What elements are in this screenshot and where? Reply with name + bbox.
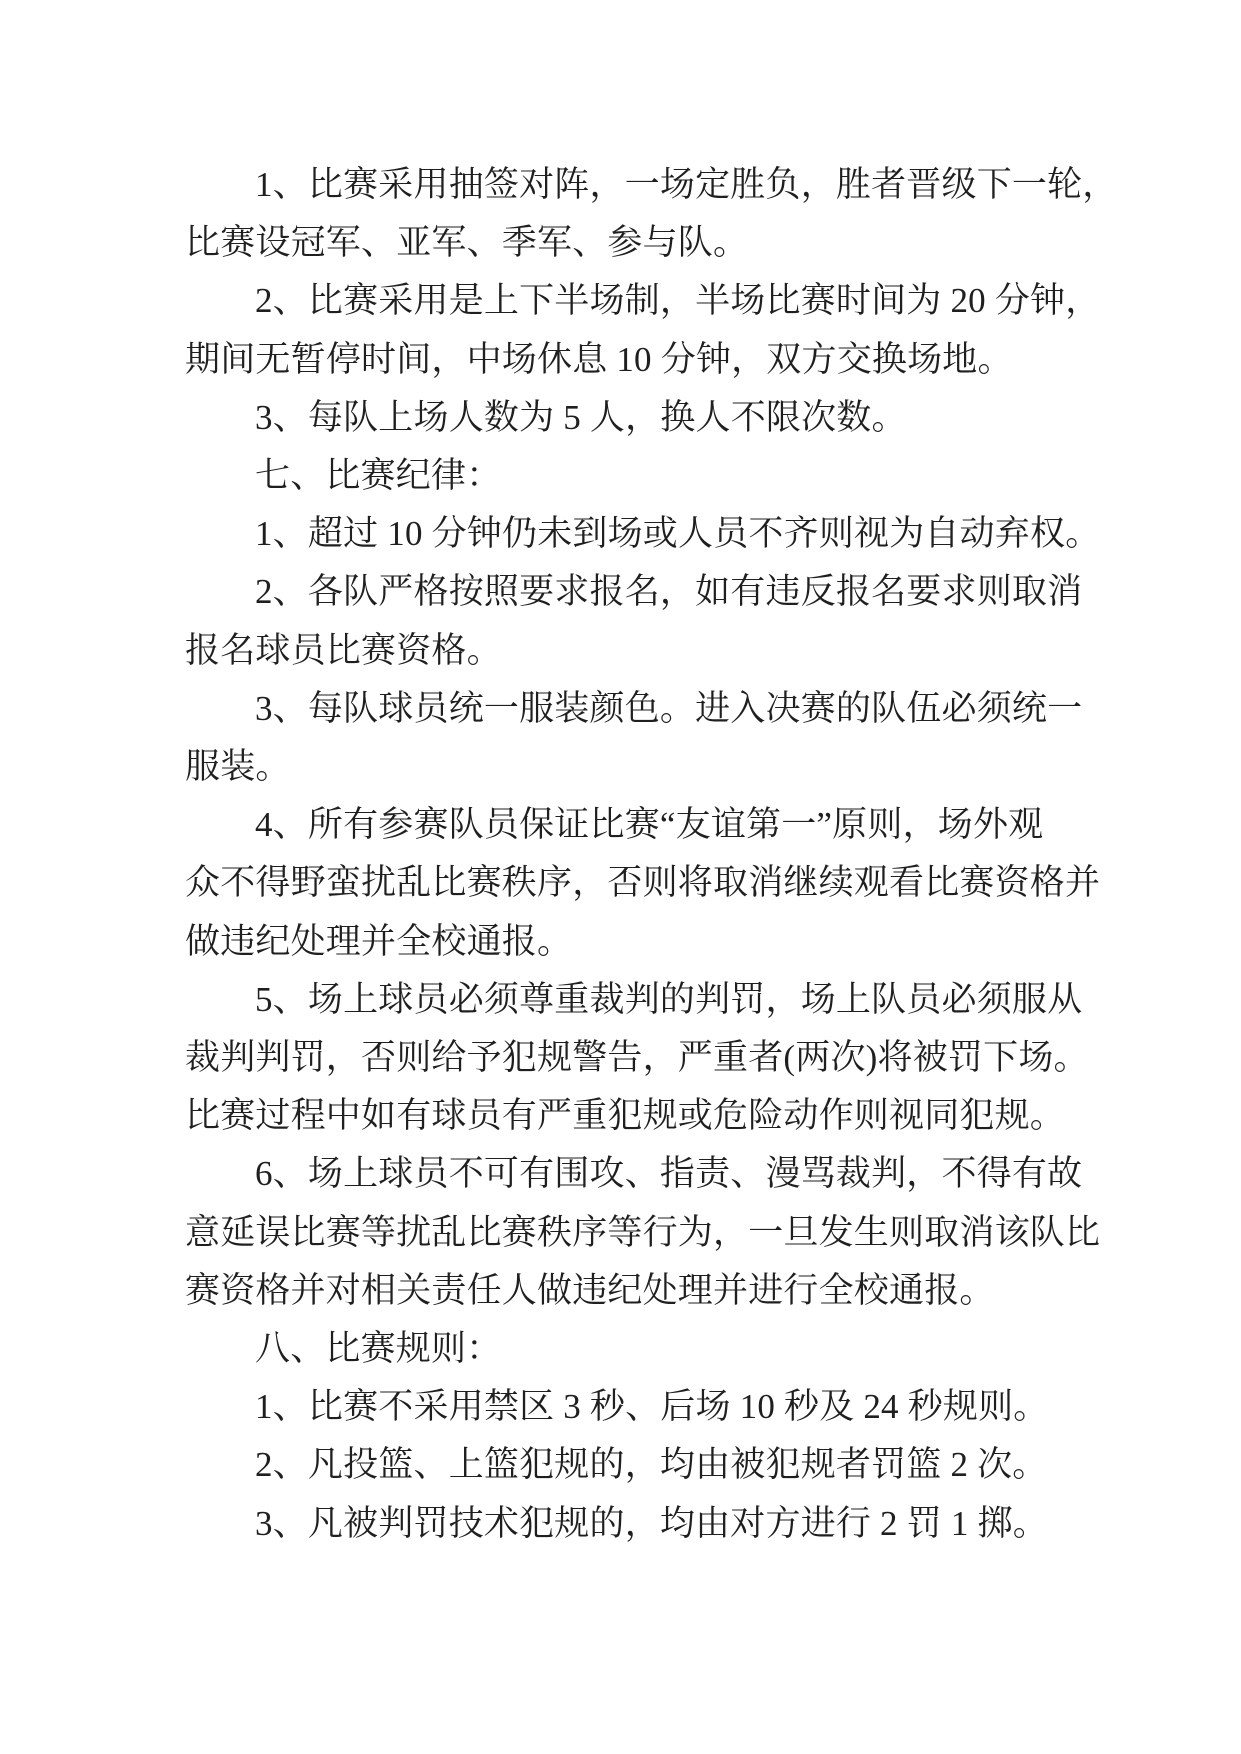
text-line: 赛资格并对相关责任人做违纪处理并进行全校通报。 bbox=[185, 1270, 995, 1310]
paragraph bbox=[185, 1495, 1095, 1553]
text-line: 意延误比赛等扰乱比赛秩序等行为，一旦发生则取消该队比 bbox=[185, 1212, 1101, 1252]
paragraph bbox=[185, 796, 1101, 971]
paragraph bbox=[185, 156, 1118, 272]
text-line: 2、凡投篮、上篮犯规的，均由被犯规者罚篮 2 次。 bbox=[255, 1445, 1048, 1485]
paragraph bbox=[185, 1145, 1101, 1320]
text-line: 1、超过 10 分钟仍未到场或人员不齐则视为自动弃权。 bbox=[255, 514, 1101, 554]
text-line: 七、比赛纪律： bbox=[255, 456, 502, 496]
paragraph bbox=[185, 1320, 1095, 1378]
paragraph bbox=[185, 1436, 1095, 1494]
text-line: 期间无暂停时间，中场休息 10 分钟，双方交换场地。 bbox=[185, 339, 1013, 379]
text-line: 1、比赛不采用禁区 3 秒、后场 10 秒及 24 秒规则。 bbox=[255, 1387, 1049, 1427]
text-line: 报名球员比赛资格。 bbox=[185, 630, 502, 670]
text-line: 2、比赛采用是上下半场制，半场比赛时间为 20 分钟， bbox=[255, 281, 1101, 321]
text-line: 比赛过程中如有球员有严重犯规或危险动作则视同犯规。 bbox=[185, 1096, 1066, 1136]
paragraph bbox=[185, 505, 1101, 563]
paragraph bbox=[185, 971, 1095, 1146]
document-body bbox=[185, 156, 1118, 1553]
text-line: 做违纪处理并全校通报。 bbox=[185, 921, 573, 961]
paragraph bbox=[185, 1378, 1095, 1436]
text-line: 八、比赛规则： bbox=[255, 1329, 502, 1369]
text-line: 3、凡被判罚技术犯规的，均由对方进行 2 罚 1 掷。 bbox=[255, 1503, 1048, 1543]
paragraph bbox=[185, 447, 1095, 505]
text-line: 3、每队球员统一服装颜色。进入决赛的队伍必须统一 bbox=[255, 688, 1083, 728]
text-line: 众不得野蛮扰乱比赛秩序，否则将取消继续观看比赛资格并 bbox=[185, 863, 1101, 903]
text-line: 6、场上球员不可有围攻、指责、漫骂裁判，不得有故 bbox=[255, 1154, 1083, 1194]
paragraph bbox=[185, 680, 1095, 796]
paragraph bbox=[185, 389, 1095, 447]
text-line: 5、场上球员必须尊重裁判的判罚，场上队员必须服从 bbox=[255, 979, 1083, 1019]
paragraph bbox=[185, 272, 1101, 388]
text-line: 服装。 bbox=[185, 747, 291, 787]
text-line: 比赛设冠军、亚军、季军、参与队。 bbox=[185, 223, 749, 263]
text-line: 3、每队上场人数为 5 人，换人不限次数。 bbox=[255, 397, 907, 437]
paragraph bbox=[185, 563, 1095, 679]
text-line: 裁判判罚，否则给予犯规警告，严重者(两次)将被罚下场。 bbox=[185, 1038, 1089, 1078]
text-line: 1、比赛采用抽签对阵，一场定胜负，胜者晋级下一轮， bbox=[255, 165, 1118, 204]
text-line: 4、所有参赛队员保证比赛“友谊第一”原则，场外观 bbox=[255, 805, 1044, 845]
text-line: 2、各队严格按照要求报名，如有违反报名要求则取消 bbox=[255, 572, 1083, 612]
